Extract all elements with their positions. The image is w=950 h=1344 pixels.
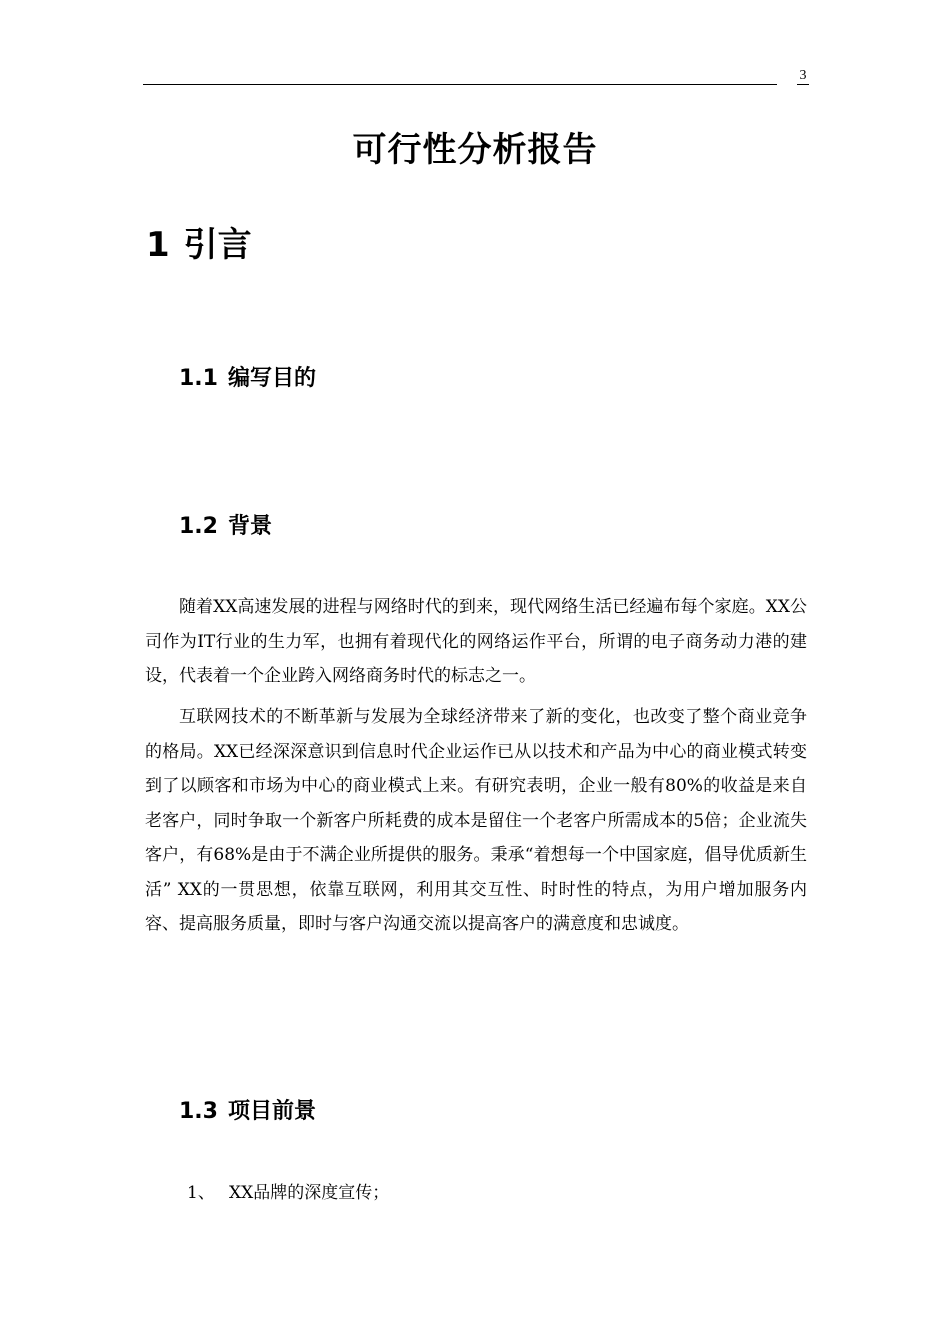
background-paragraph: 互联网技术的不断革新与发展为全球经济带来了新的变化，也改变了整个商业竞争的格局。XX已经深深意识到信息时代企业运作已从以技术和产品为中心的商业模式转变到了以顾客和市场为中心的商业模式上来。有研究表明，企业一般有80%的收益是来自老客户，同时争取一个新客户所耗费的成本是留住一个老客户所需成本的5倍；企业流失客户，有68%是由于不满企业所提供的服务。秉承“着想每一个中国家庭，倡导优质新生活” XX的一贯思想，依靠互联网，利用其交互性、时时性的特点，为用户增加服务内容、提高服务质量，即时与客户沟通交流以提高客户的满意度和忠诚度。: [145, 707, 807, 934]
section-heading-1-3: [179, 1097, 316, 1127]
section-heading-1-2: [179, 512, 272, 542]
section-heading-1: [146, 222, 252, 268]
background-paragraph: 随着XX高速发展的进程与网络时代的到来，现代网络生活已经遍布每个家庭。XX公司作为IT行业的生力军，也拥有着现代化的网络运作平台，所谓的电子商务动力港的建设，代表着一个企业跨入网络商务时代的标志之一。: [145, 597, 807, 686]
section-title: 引言: [183, 225, 252, 265]
section-number: 1: [146, 225, 170, 265]
section-title: 背景: [227, 514, 272, 539]
page-number-underline: [797, 84, 809, 85]
list-marker: 1、: [187, 1183, 215, 1203]
section-number: 1.2: [179, 514, 218, 539]
section-title: 编写目的: [227, 366, 316, 391]
document-title: 可行性分析报告: [352, 130, 598, 170]
section-number: 1.3: [179, 1099, 218, 1124]
section-number: 1.1: [179, 366, 218, 391]
header-rule: [143, 84, 777, 85]
list-item-text: XX品牌的深度宣传；: [229, 1183, 390, 1203]
section-heading-1-1: [179, 364, 316, 394]
section-title: 项目前景: [227, 1099, 316, 1124]
list-item: [187, 1178, 389, 1208]
page-number: 3: [799, 68, 807, 83]
